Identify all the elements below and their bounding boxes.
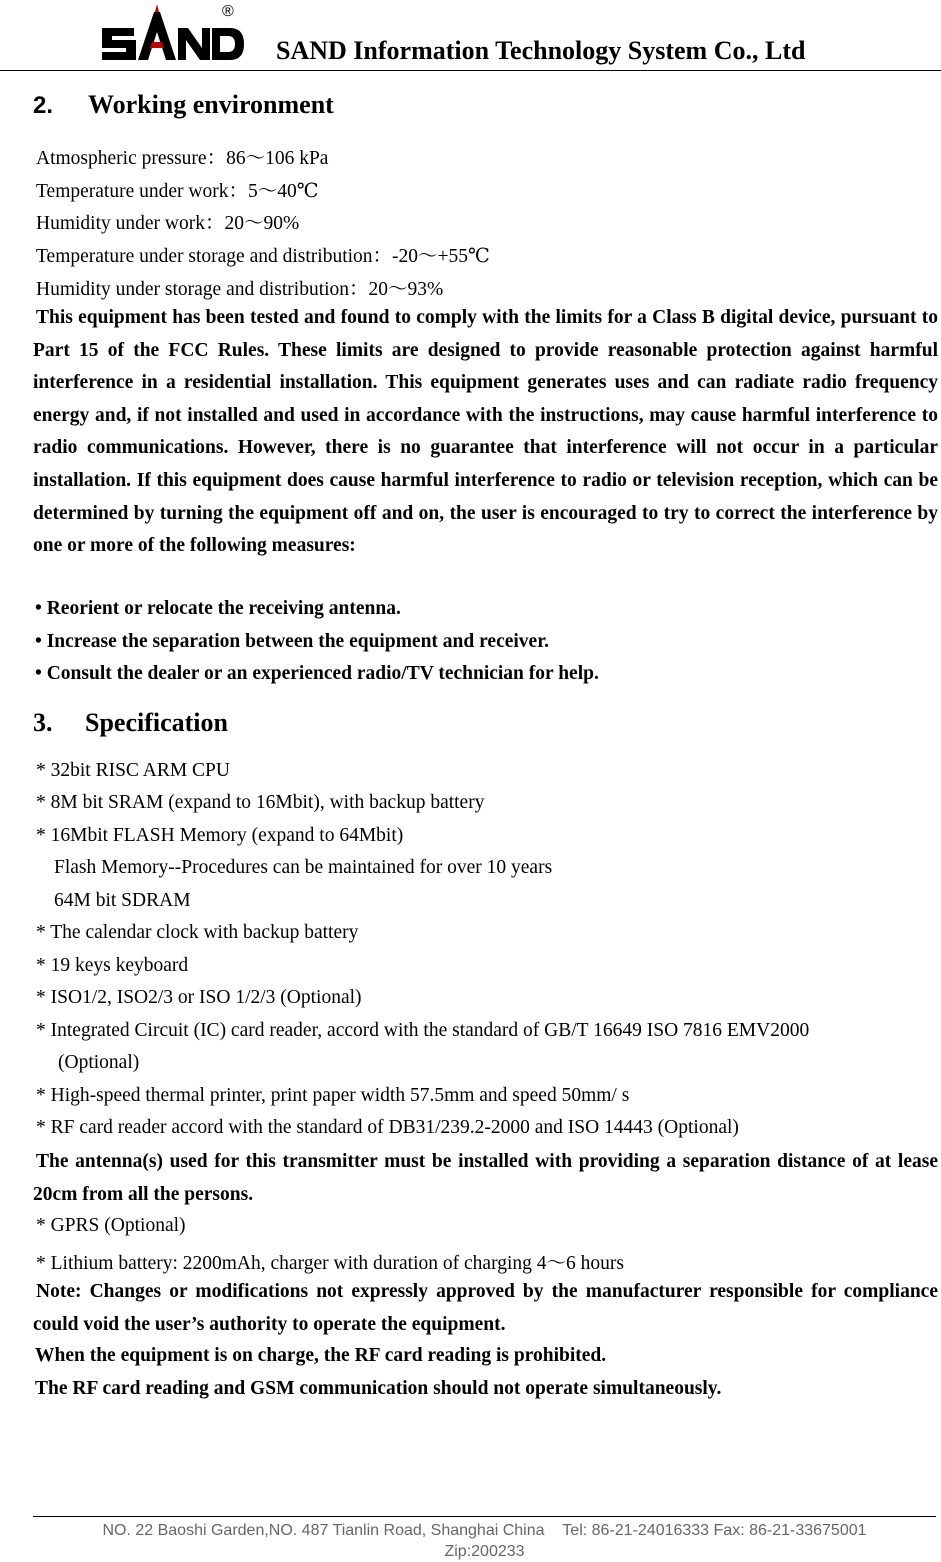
spec-line: * 32bit RISC ARM CPU [36,760,230,781]
spec-line: * 19 keys keyboard [36,955,189,976]
spec-line: 64M bit SDRAM [54,890,191,911]
antenna-text: The antenna(s) used for this transmitter must be installed with providing a separation distance of at lease 20cm from all the persons. [33,1151,938,1205]
charge-note: When the equipment is on charge, the RF card reading is prohibited. [35,1345,607,1366]
env-line: Temperature under storage and distribution：-20～+55℃ [36,246,490,267]
footer-contact: Tel: 86-21-24016333 Fax: 86-21-33675001 [562,1522,867,1539]
spec-line: * 16Mbit FLASH Memory (expand to 64Mbit) [36,825,404,846]
footer-divider [33,1516,936,1517]
header-divider [0,70,941,71]
fcc-text: This equipment has been tested and found to comply with the limits for a Class B digital device, pursuant to Part 15 of the FCC Rules. These limits are designed to provide reasonable protection against harmful interference in a residential installation. This equipment generates uses and can radiate radio frequency energy and, if not installed and used in accordance with the instructions, may cause harmful interference to radio communications. However, there is no guarantee that interference will not occur in a particular installation. If this equipment does cause harmful interference to radio or television reception, which can be determined by turning the equipment off and on, the user is encouraged to try to correct the interference by one or more of the following measures: [33,307,938,557]
env-line: Atmospheric pressure：86～106 kPa [36,148,329,169]
spec-line: * 8M bit SRAM (expand to 16Mbit), with backup battery [36,792,485,813]
spec-line: * Lithium battery: 2200mAh, charger with duration of charging 4～6 hours [36,1253,624,1274]
fcc-compliance-paragraph [33,302,938,563]
rf-gsm-note: The RF card reading and GSM communication should not operate simultaneously. [35,1378,722,1399]
spec-line: * RF card reader accord with the standard of DB31/239.2-2000 and ISO 14443 (Optional) [36,1117,739,1138]
section-2-title: Working environment [88,90,334,119]
measure-item: • Reorient or relocate the receiving antenna. [35,598,401,619]
spec-line: * GPRS (Optional) [36,1215,186,1236]
footer-line-1 [33,1520,936,1541]
section-3-number: 3. [33,708,53,737]
spec-line: (Optional) [58,1052,140,1073]
registered-mark: ® [222,3,234,20]
measure-item: • Consult the dealer or an experienced radio/TV technician for help. [35,663,599,684]
note-paragraph [33,1276,938,1341]
env-line: Temperature under work：5～40℃ [36,181,319,202]
spec-line: * ISO1/2, ISO2/3 or ISO 1/2/3 (Optional) [36,987,362,1008]
section-2-heading [33,90,334,120]
spec-line: * High-speed thermal printer, print paper width 57.5mm and speed 50mm/ s [36,1085,630,1106]
section-2-number: 2. [33,92,54,119]
measure-item: • Increase the separation between the equipment and receiver. [35,631,549,652]
spec-line: * The calendar clock with backup battery [36,922,359,943]
footer-zip: Zip:200233 [444,1543,525,1560]
page-header [0,0,941,72]
page-footer [33,1520,936,1562]
footer-address: NO. 22 Baoshi Garden,NO. 487 Tianlin Road, Shanghai China [102,1522,545,1539]
spec-line: Flash Memory--Procedures can be maintained for over 10 years [54,857,553,878]
sand-logo [98,2,248,66]
section-3-heading [33,708,228,738]
env-line: Humidity under storage and distribution：20～93% [36,279,444,300]
env-line: Humidity under work：20～90% [36,213,300,234]
antenna-paragraph [33,1146,938,1211]
section-3-title: Specification [85,708,228,737]
note-text: Note: Changes or modifications not expressly approved by the manufacturer responsible for compliance could void the user’s authority to operate the equipment. [33,1281,938,1335]
company-name: SAND Information Technology System Co., Ltd [276,36,806,65]
spec-line: * Integrated Circuit (IC) card reader, accord with the standard of GB/T 16649 ISO 7816 EMV2000 [36,1020,810,1041]
